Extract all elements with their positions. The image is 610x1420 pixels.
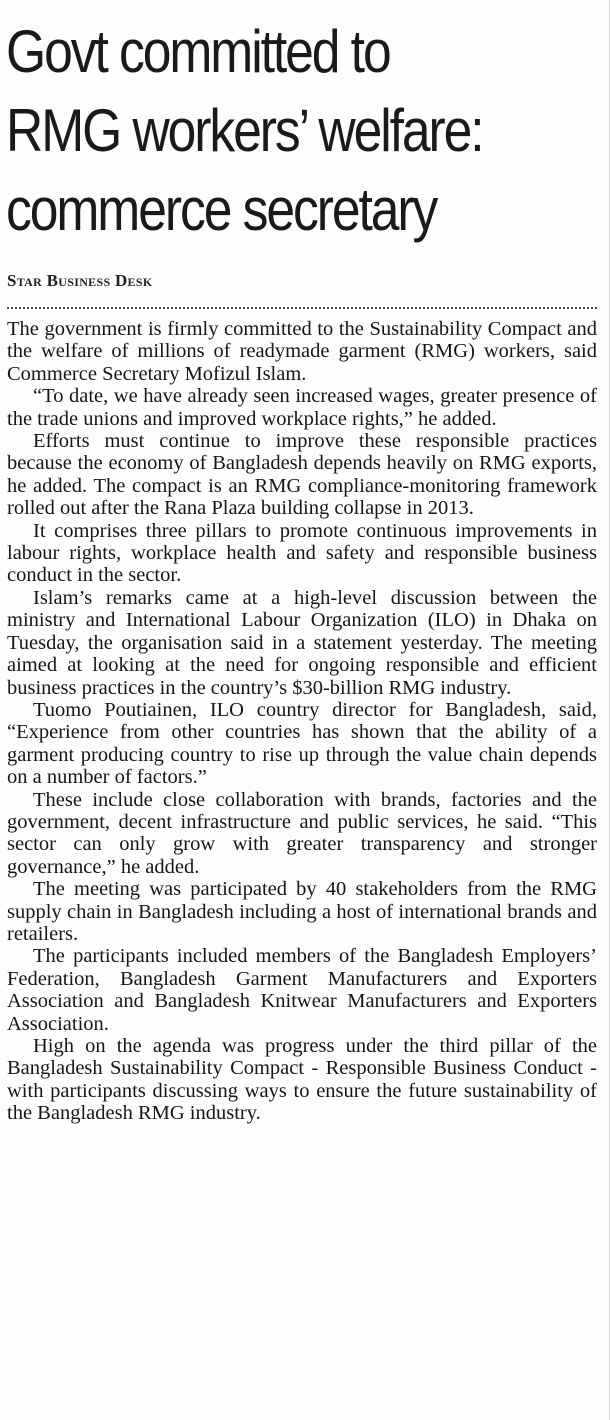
- dotted-divider: [7, 307, 597, 309]
- paragraph-2: “To date, we have already seen increased wages, greater presence of the trade unions and improved workplace rights,” he added.: [7, 385, 597, 430]
- byline: Star Business Desk: [7, 271, 153, 290]
- paragraph-9: The participants included members of the Bangladesh Employers’ Federation, Bangladesh Garment Manufacturers and Exporters Association and Bangladesh Knitwear Manufacturers and Exporters Association.: [7, 945, 597, 1035]
- paragraph-6: Tuomo Poutiainen, ILO country director for Bangladesh, said, “Experience from other countries has shown that the ability of a garment producing country to rise up through the value chain depends on a number of factors.”: [7, 698, 597, 789]
- headline-line-3: commerce secretary: [6, 176, 437, 243]
- paragraph-1: The government is firmly committed to the Sustainability Compact and the welfare of millions of readymade garment (RMG) workers, said Commerce Secretary Mofizul Islam.: [7, 318, 597, 385]
- paragraph-4: It comprises three pillars to promote continuous improvements in labour rights, workplace health and safety and responsible business conduct in the sector.: [7, 519, 597, 587]
- paragraph-7: These include close collaboration with brands, factories and the government, decent infrastructure and public services, he said. “This sector can only grow with greater transparency and stronger governance,” he added.: [7, 788, 597, 878]
- article-body: [7, 318, 597, 1125]
- paragraph-10: High on the agenda was progress under the third pillar of the Bangladesh Sustainability Compact - Responsible Business Conduct - with participants discussing ways to ensure the future sustainability of the Bangladesh RMG industry.: [7, 1035, 597, 1125]
- headline-line-2: RMG workers’ welfare:: [6, 97, 483, 164]
- paragraph-8: The meeting was participated by 40 stakeholders from the RMG supply chain in Bangladesh including a host of international brands and retailers.: [7, 878, 597, 945]
- paragraph-3: Efforts must continue to improve these responsible practices because the economy of Bangladesh depends heavily on RMG exports, he added. The compact is an RMG compliance-monitoring framework rolled out after the Rana Plaza building collapse in 2013.: [7, 430, 597, 520]
- headline: [6, 12, 522, 249]
- paragraph-5: Islam’s remarks came at a high-level discussion between the ministry and International Labour Organization (ILO) in Dhaka on Tuesday, the organisation said in a statement yesterday. The meeting aimed at looking at the need for ongoing responsible and efficient business practices in the country’s $30-billion RMG industry.: [7, 586, 597, 699]
- headline-line-1: Govt committed to: [6, 18, 390, 85]
